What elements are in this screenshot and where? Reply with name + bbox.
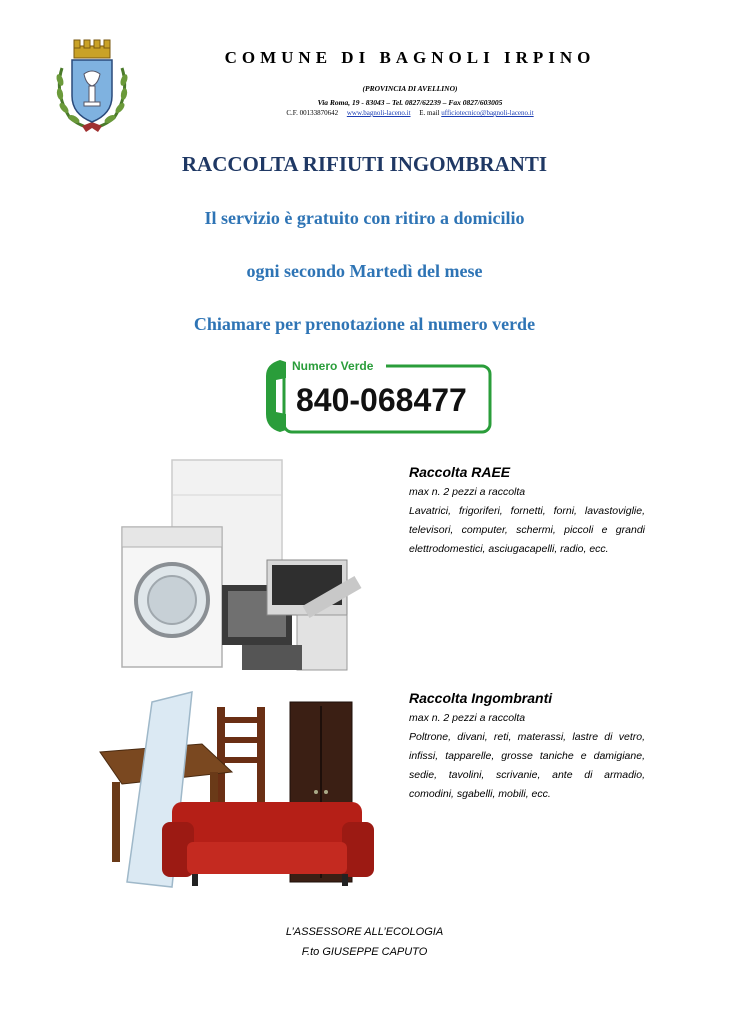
signature-name: F.to GIUSEPPE CAPUTO xyxy=(301,946,428,958)
email-link[interactable]: ufficiotecnico@bagnoli-laceno.it xyxy=(441,109,534,117)
raee-max: max n. 2 pezzi a raccolta xyxy=(409,486,526,498)
numero-verde-badge xyxy=(262,356,494,436)
ingombranti-section xyxy=(409,690,645,804)
numero-verde-label: Numero Verde xyxy=(292,359,374,373)
cf-text: C.F. 00133870642 xyxy=(286,109,339,117)
booking-text: Chiamare per prenotazione al numero verde xyxy=(193,314,536,334)
address-text: Via Roma, 19 - 83043 – Tel. 0827/62239 – Fax 0827/603005 xyxy=(317,98,503,107)
service-free-text: Il servizio è gratuito con ritiro a domicilio xyxy=(204,208,525,228)
ingombranti-max: max n. 2 pezzi a raccolta xyxy=(409,712,526,724)
phone-number[interactable]: 840-068477 xyxy=(296,382,467,418)
provincia-text: (PROVINCIA DI AVELLINO) xyxy=(362,84,458,93)
signature-role: L’ASSESSORE ALL’ECOLOGIA xyxy=(285,926,444,938)
raee-section xyxy=(409,464,645,559)
website-link[interactable]: www.bagnoli-laceno.it xyxy=(346,109,411,117)
contact-line xyxy=(150,109,670,117)
furniture-image xyxy=(92,682,392,902)
email-label: E. mail xyxy=(419,109,440,117)
raee-description: Lavatrici, frigoriferi, fornetti, forni, lavastoviglie, televisori, computer, schermi, piccoli e grandi elettrodomestici, asciugacapelli, radio, ecc. xyxy=(409,505,645,555)
ingombranti-description: Poltrone, divani, reti, materassi, lastre di vetro, infissi, tapparelle, grosse taniche e damigiane, sedie, tavolini, scrivanie, ante di armadio, comodini, sgabelli, mobili, ecc. xyxy=(409,731,645,800)
page-title: RACCOLTA RIFIUTI INGOMBRANTI xyxy=(181,152,548,176)
schedule-text: ogni secondo Martedì del mese xyxy=(246,261,483,281)
raee-title: Raccolta RAEE xyxy=(409,464,511,480)
comune-header-title: COMUNE DI BAGNOLI IRPINO xyxy=(224,48,596,67)
coat-of-arms-logo xyxy=(52,38,132,134)
ingombranti-title: Raccolta Ingombranti xyxy=(409,690,553,706)
appliances-image xyxy=(92,455,392,677)
